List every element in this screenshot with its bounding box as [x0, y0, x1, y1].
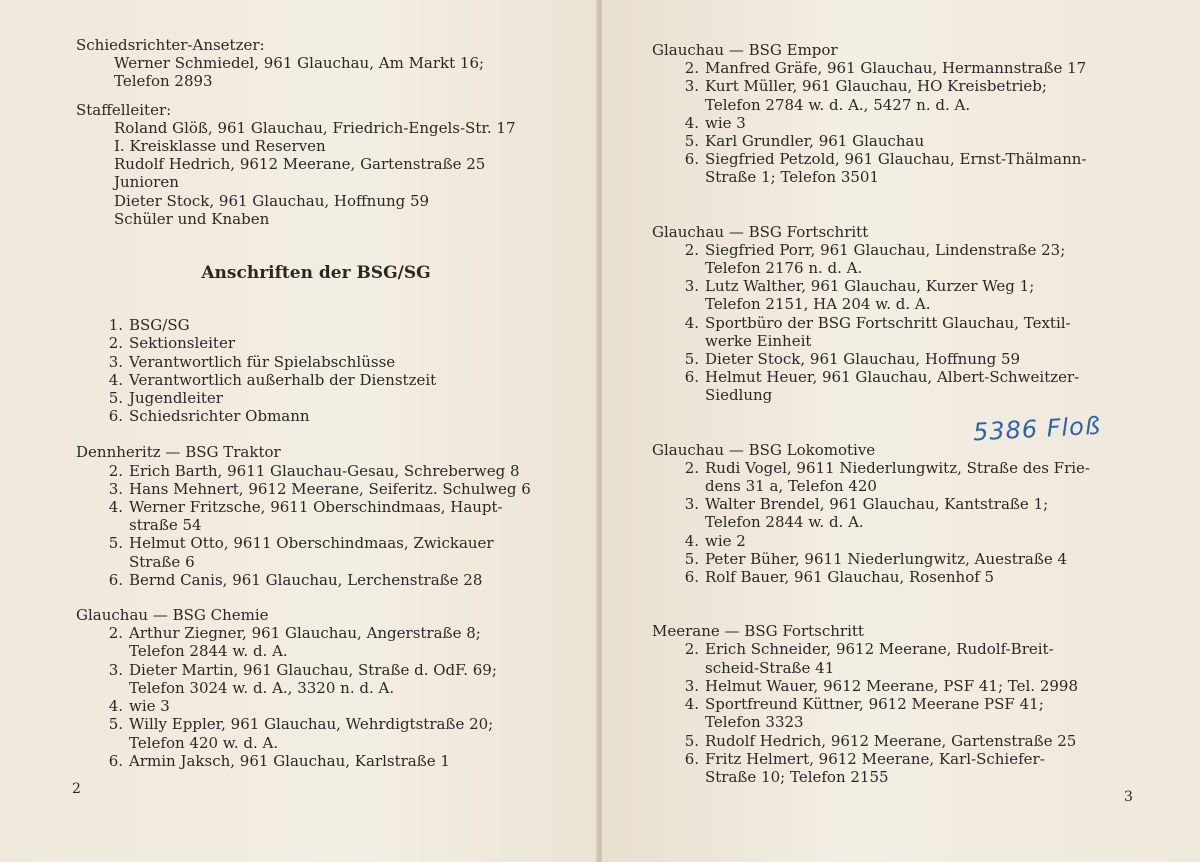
entry-line: Karl Grundler, 961 Glauchau	[705, 132, 925, 151]
entry-line: Rolf Bauer, 961 Glauchau, Rosenhof 5	[705, 568, 995, 587]
club-block	[76, 443, 576, 589]
entry-line: Dieter Martin, 961 Glauchau, Straße d. OdF. 69;	[129, 660, 497, 679]
official-role-label: Schiedsrichter-Ansetzer:	[76, 36, 265, 54]
club-block	[652, 41, 1152, 187]
entry-line: wie 2	[705, 531, 746, 550]
club-entry	[652, 314, 1152, 350]
club-entry	[652, 640, 1152, 676]
club-entry	[652, 495, 1152, 531]
legend-item	[76, 316, 576, 334]
officials-section	[76, 36, 576, 228]
club-entry	[652, 459, 1152, 495]
entry-number: 3.	[108, 479, 123, 498]
official-line: Schüler und Knaben	[114, 209, 270, 228]
entry-line: Straße 1; Telefon 3501	[705, 168, 880, 187]
legend-item	[76, 371, 576, 389]
entry-number: 3.	[684, 495, 699, 514]
entry-number: 6.	[684, 568, 699, 587]
legend-text: BSG/SG	[129, 316, 190, 335]
entry-line: Rudi Vogel, 9611 Niederlungwitz, Straße des Frie-	[705, 458, 1090, 477]
club-name: Glauchau — BSG Fortschritt	[652, 222, 869, 241]
club-entry	[652, 677, 1152, 695]
entry-line: Walter Brendel, 961 Glauchau, Kantstraße 1;	[705, 495, 1049, 514]
entry-number: 4.	[684, 113, 699, 132]
club-entry	[76, 624, 576, 660]
entry-line: Helmut Wauer, 9612 Meerane, PSF 41; Tel. 2998	[705, 676, 1079, 695]
entry-line: straße 54	[129, 516, 202, 535]
club-entry	[652, 732, 1152, 750]
club-entry	[652, 695, 1152, 731]
legend-item	[76, 407, 576, 425]
club-entry	[652, 150, 1152, 186]
entry-number: 4.	[684, 695, 699, 714]
club-entry	[652, 132, 1152, 150]
club-entry	[76, 661, 576, 697]
legend-item	[76, 353, 576, 371]
entry-line: Werner Fritzsche, 9611 Oberschindmaas, Haupt-	[129, 498, 503, 517]
entry-line: wie 3	[129, 697, 170, 716]
entry-line: Siegfried Porr, 961 Glauchau, Lindenstraße 23;	[705, 240, 1066, 259]
entry-number: 6.	[684, 150, 699, 169]
entry-number: 6.	[108, 751, 123, 770]
official-line: I. Kreisklasse und Reserven	[114, 137, 326, 156]
entry-line: Telefon 2176 n. d. A.	[705, 259, 863, 278]
club-entry	[652, 368, 1152, 404]
entry-line: wie 3	[705, 113, 746, 132]
entry-line: Erich Schneider, 9612 Meerane, Rudolf-Breit-	[705, 640, 1054, 659]
club-name: Glauchau — BSG Empor	[652, 41, 838, 59]
official-block	[76, 101, 576, 228]
entry-number: 3.	[684, 77, 699, 96]
club-entry	[652, 750, 1152, 786]
entry-line: Sportfreund Küttner, 9612 Meerane PSF 41;	[705, 695, 1044, 714]
entry-line: Helmut Otto, 9611 Oberschindmaas, Zwickauer	[129, 534, 494, 553]
official-line: Junioren	[114, 173, 179, 192]
official-block	[76, 36, 576, 91]
entry-line: Straße 10; Telefon 2155	[705, 767, 889, 786]
entry-number: 3.	[684, 277, 699, 296]
entry-number: 4.	[108, 697, 123, 716]
entry-line: Telefon 3024 w. d. A., 3320 n. d. A.	[129, 678, 395, 697]
page-number-left: 2	[72, 781, 81, 797]
page-number-right: 3	[1124, 789, 1133, 805]
left-page-content	[76, 36, 576, 787]
entry-line: scheid-Straße 41	[705, 658, 835, 677]
club-entry	[652, 277, 1152, 313]
legend-number: 1.	[108, 316, 123, 335]
entry-line: Bernd Canis, 961 Glauchau, Lerchenstraße 28	[129, 570, 483, 589]
entry-number: 4.	[108, 498, 123, 517]
section-title: Anschriften der BSG/SG	[201, 263, 431, 284]
entry-line: Telefon 420 w. d. A.	[129, 733, 279, 752]
club-block	[652, 223, 1152, 405]
club-name: Meerane — BSG Fortschritt	[652, 622, 864, 641]
club-entry	[76, 571, 576, 589]
legend-text: Schiedsrichter Obmann	[129, 407, 310, 426]
club-list-left	[76, 443, 576, 769]
entry-line: Siedlung	[705, 386, 773, 405]
club-entry	[76, 752, 576, 770]
club-entry	[652, 114, 1152, 132]
entry-line: Lutz Walther, 961 Glauchau, Kurzer Weg 1;	[705, 277, 1035, 296]
entry-line: Kurt Müller, 961 Glauchau, HO Kreisbetrieb;	[705, 77, 1047, 96]
entry-line: Siegfried Petzold, 961 Glauchau, Ernst-Thälmann-	[705, 150, 1087, 169]
entry-number: 6.	[108, 570, 123, 589]
club-entry	[76, 480, 576, 498]
entry-line: Helmut Heuer, 961 Glauchau, Albert-Schweitzer-	[705, 368, 1080, 387]
club-block	[652, 622, 1152, 786]
entry-number: 2.	[684, 240, 699, 259]
club-entry	[76, 534, 576, 570]
entry-line: Willy Eppler, 961 Glauchau, Wehrdigtstraße 20;	[129, 715, 494, 734]
entry-number: 6.	[684, 749, 699, 768]
entry-number: 5.	[684, 731, 699, 750]
official-line: Telefon 2893	[114, 72, 213, 91]
club-entry	[652, 77, 1152, 113]
club-entry	[652, 59, 1152, 77]
club-name: Glauchau — BSG Lokomotive	[652, 440, 876, 459]
entry-number: 2.	[108, 624, 123, 643]
legend-text: Sektionsleiter	[129, 334, 236, 353]
role-legend	[76, 316, 576, 425]
entry-number: 5.	[108, 534, 123, 553]
legend-text: Verantwortlich für Spielabschlüsse	[129, 352, 396, 371]
entry-number: 2.	[684, 458, 699, 477]
official-line: Werner Schmiedel, 961 Glauchau, Am Markt 16;	[114, 54, 485, 73]
entry-number: 2.	[684, 59, 699, 78]
club-name: Dennheritz — BSG Traktor	[76, 443, 281, 462]
club-entry	[76, 498, 576, 534]
entry-number: 4.	[684, 313, 699, 332]
entry-line: werke Einheit	[705, 331, 812, 350]
legend-number: 6.	[108, 407, 123, 426]
entry-line: Telefon 2151, HA 204 w. d. A.	[705, 295, 931, 314]
entry-line: dens 31 a, Telefon 420	[705, 477, 877, 496]
entry-line: Armin Jaksch, 961 Glauchau, Karlstraße 1	[129, 751, 450, 770]
right-page	[602, 0, 1200, 862]
entry-number: 4.	[684, 531, 699, 550]
official-line: Roland Glöß, 961 Glauchau, Friedrich-Engels-Str. 17	[114, 118, 516, 137]
club-entry	[76, 715, 576, 751]
entry-line: Erich Barth, 9611 Glauchau-Gesau, Schreberweg 8	[129, 461, 520, 480]
entry-number: 5.	[108, 715, 123, 734]
legend-number: 5.	[108, 389, 123, 408]
entry-number: 5.	[684, 350, 699, 369]
entry-line: Manfred Gräfe, 961 Glauchau, Hermannstraße 17	[705, 59, 1087, 78]
entry-line: Peter Büher, 9611 Niederlungwitz, Auestraße 4	[705, 549, 1068, 568]
entry-number: 5.	[684, 549, 699, 568]
club-block	[652, 441, 1152, 587]
club-entry	[652, 532, 1152, 550]
entry-line: Telefon 2784 w. d. A., 5427 n. d. A.	[705, 95, 971, 114]
club-entry	[76, 697, 576, 715]
legend-item	[76, 334, 576, 352]
legend-item	[76, 389, 576, 407]
entry-line: Straße 6	[129, 552, 195, 571]
handwritten-note: 5386 Floß	[972, 411, 1102, 447]
entry-number: 3.	[684, 676, 699, 695]
entry-line: Rudolf Hedrich, 9612 Meerane, Gartenstraße 25	[705, 731, 1077, 750]
entry-line: Telefon 2844 w. d. A.	[705, 513, 864, 532]
entry-line: Telefon 2844 w. d. A.	[129, 642, 288, 661]
official-role-label: Staffelleiter:	[76, 100, 172, 119]
entry-line: Arthur Ziegner, 961 Glauchau, Angerstraße 8;	[129, 624, 481, 643]
club-entry	[652, 568, 1152, 586]
legend-text: Verantwortlich außerhalb der Dienstzeit	[129, 370, 437, 389]
legend-number: 4.	[108, 370, 123, 389]
legend-number: 2.	[108, 334, 123, 353]
entry-line: Sportbüro der BSG Fortschritt Glauchau, Textil-	[705, 313, 1071, 332]
club-entry	[76, 462, 576, 480]
entry-line: Telefon 3323	[705, 713, 804, 732]
club-name: Glauchau — BSG Chemie	[76, 606, 269, 625]
official-line: Rudolf Hedrich, 9612 Meerane, Gartenstraße 25	[114, 155, 486, 174]
legend-text: Jugendleiter	[129, 389, 223, 408]
club-block	[76, 606, 576, 770]
entry-number: 2.	[684, 640, 699, 659]
entry-number: 3.	[108, 660, 123, 679]
entry-number: 5.	[684, 132, 699, 151]
entry-line: Dieter Stock, 961 Glauchau, Hoffnung 59	[705, 350, 1021, 369]
club-entry	[652, 350, 1152, 368]
entry-number: 6.	[684, 368, 699, 387]
entry-line: Fritz Helmert, 9612 Meerane, Karl-Schiefer-	[705, 749, 1045, 768]
entry-line: Hans Mehnert, 9612 Meerane, Seiferitz. Schulweg 6	[129, 479, 531, 498]
official-line: Dieter Stock, 961 Glauchau, Hoffnung 59	[114, 191, 430, 210]
left-page	[0, 0, 598, 862]
club-entry	[652, 550, 1152, 568]
club-entry	[652, 241, 1152, 277]
entry-number: 2.	[108, 461, 123, 480]
legend-number: 3.	[108, 352, 123, 371]
